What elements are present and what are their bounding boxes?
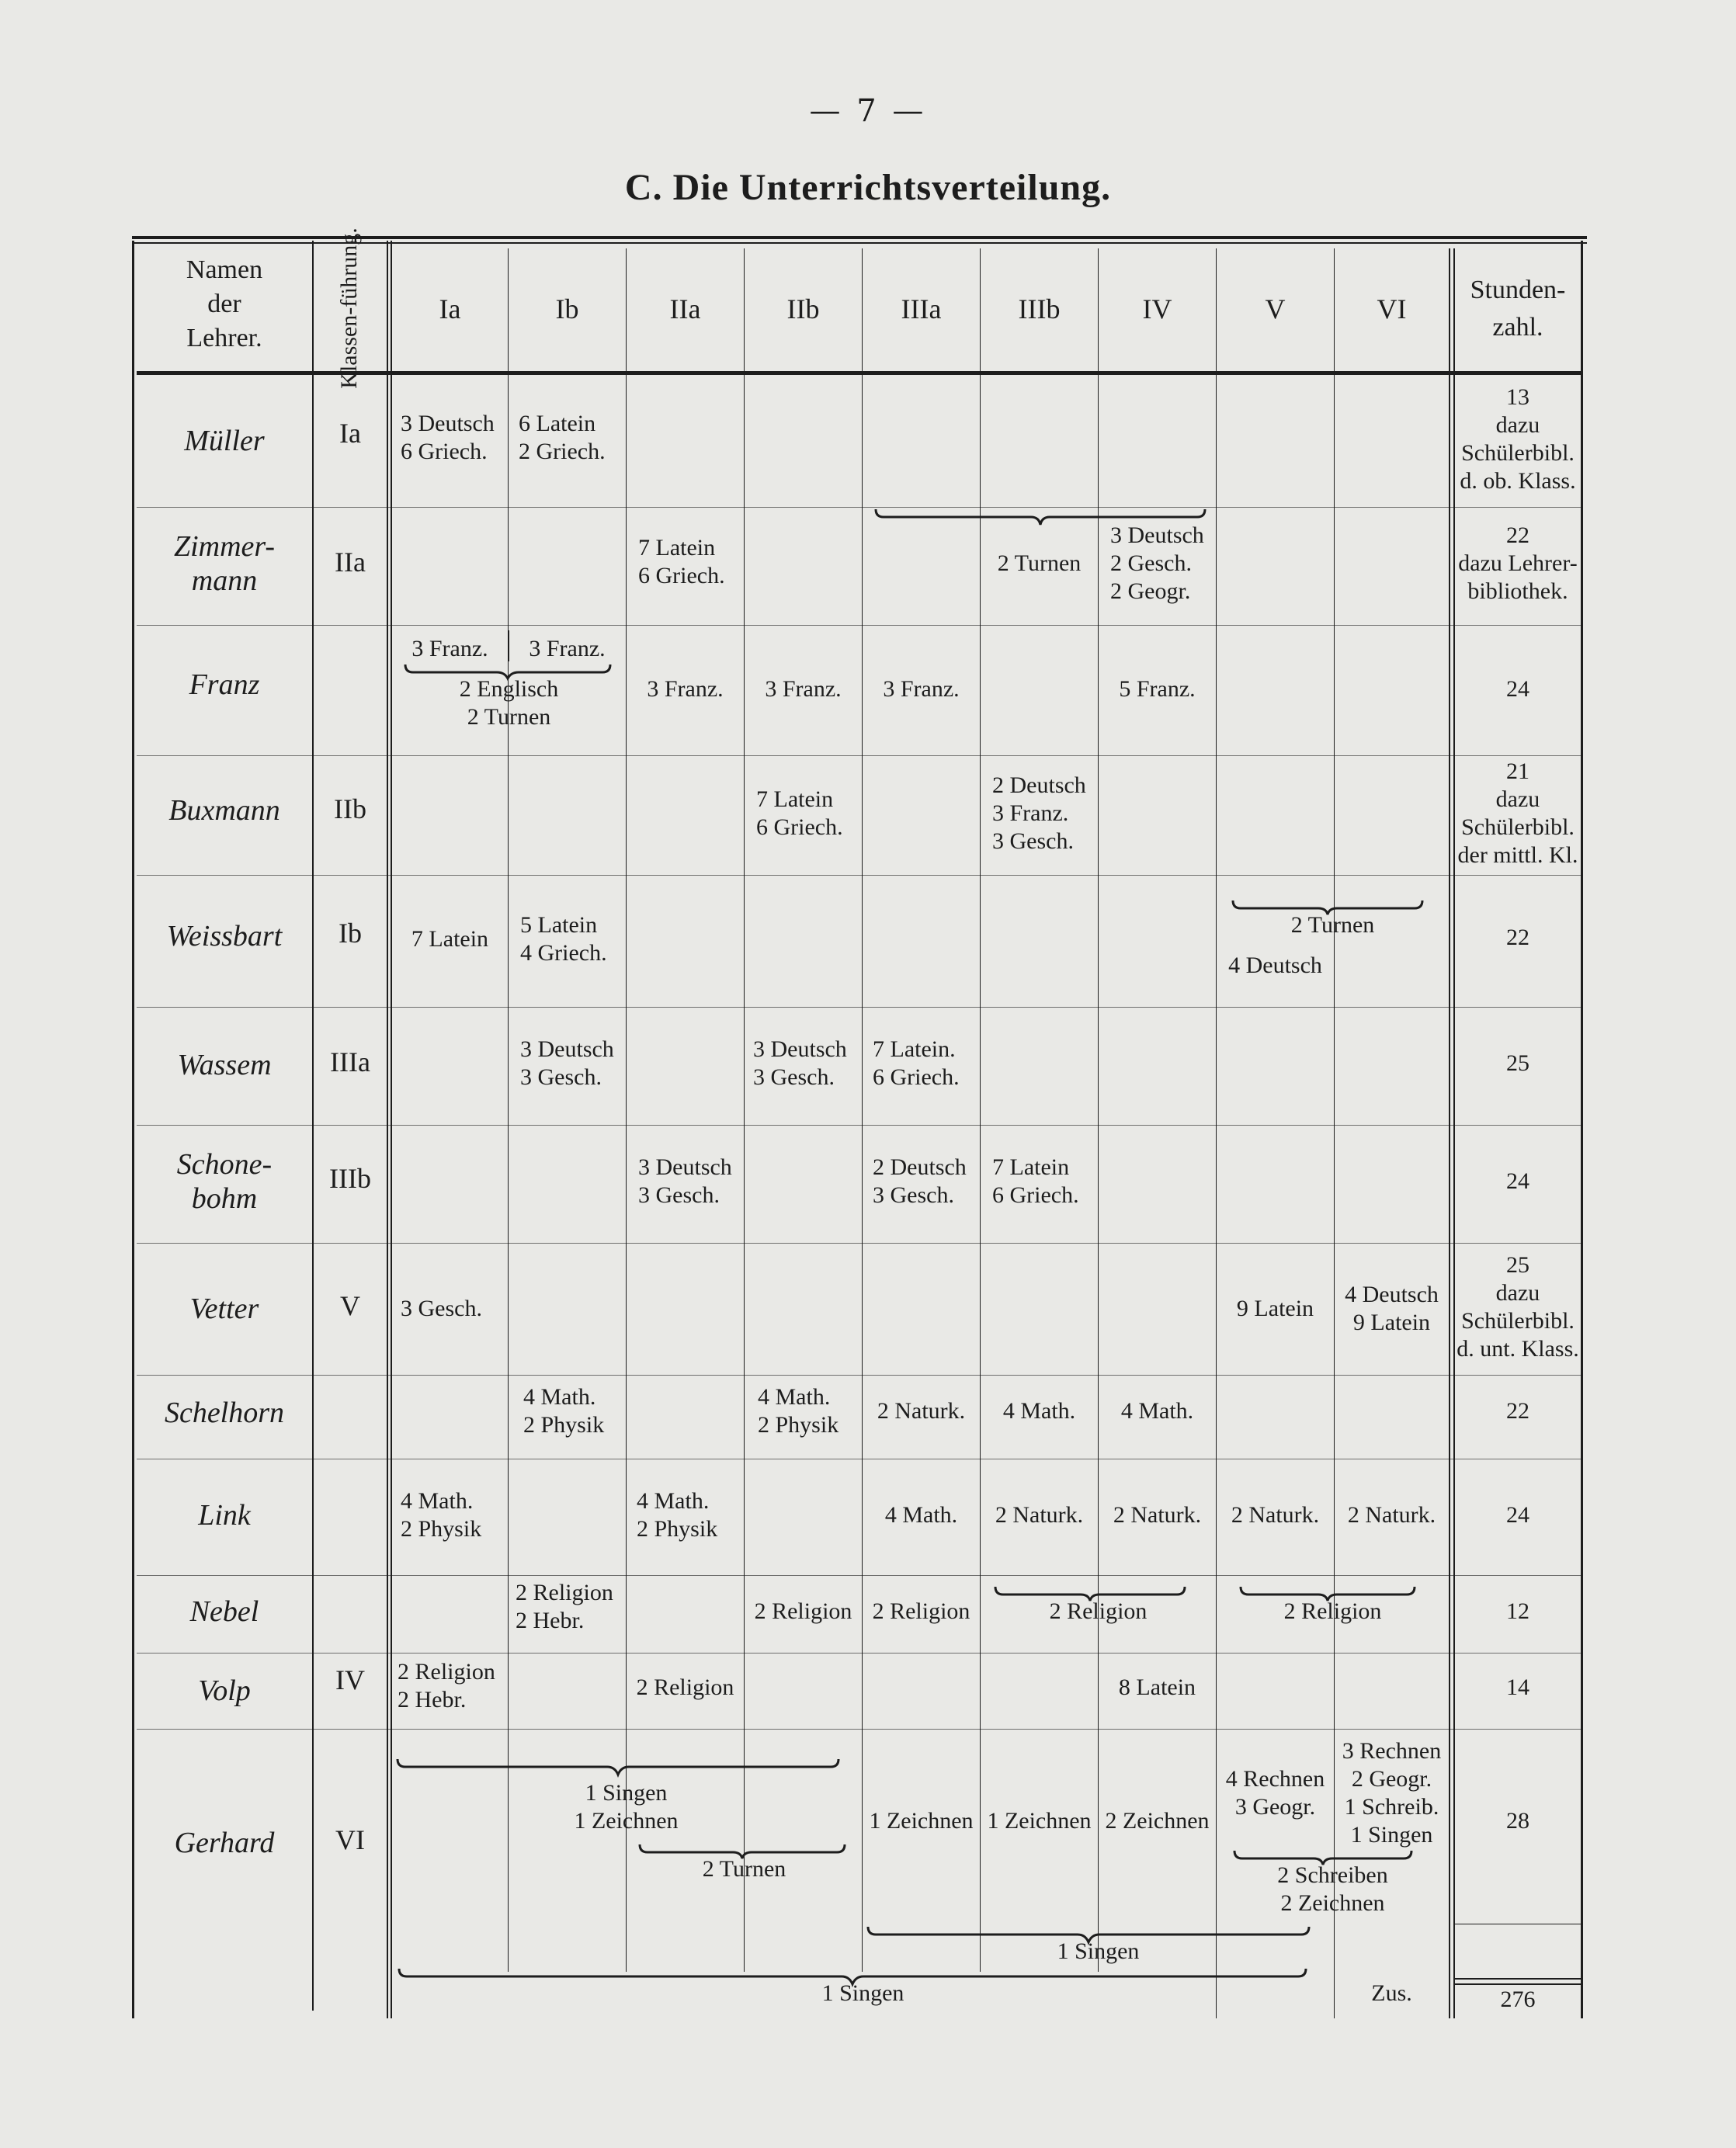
class-leadership: Ib <box>339 918 362 949</box>
class-leadership: Ia <box>339 418 361 449</box>
brace-zimmermann-IIIa-IV <box>876 509 1205 525</box>
cell-VI: 3 Rechnen 2 Geogr. 1 Schreib. 1 Singen <box>1342 1738 1442 1848</box>
header-class-Ia: Ia <box>439 293 461 324</box>
header-class-V: V <box>1265 293 1286 324</box>
teacher-name: Franz <box>189 668 260 701</box>
brace-nebel-IIIb-IV <box>995 1587 1185 1601</box>
hours: 28 <box>1506 1808 1529 1834</box>
cell-Ib: 4 Math. 2 Physik <box>523 1384 605 1438</box>
header-class-IIa: IIa <box>669 293 701 324</box>
cell-IV: 5 Franz. <box>1119 676 1196 702</box>
cell-IV: 2 Naturk. <box>1113 1502 1202 1528</box>
header-class-IIIa: IIIa <box>901 293 942 324</box>
cell-IV: 4 Math. <box>1120 1398 1194 1424</box>
cell-Ib: 5 Latein 4 Griech. <box>520 912 607 966</box>
header-class-VI: VI <box>1377 293 1407 324</box>
cell-IIb: 7 Latein 6 Griech. <box>756 786 843 840</box>
class-leadership: V <box>340 1290 360 1321</box>
cell-Ia-Ib-joint: 2 Englisch 2 Turnen <box>459 676 559 730</box>
cell-Ia: 3 Gesch. <box>401 1296 482 1321</box>
cell-V: 2 Naturk. <box>1231 1502 1320 1528</box>
hours: 24 <box>1506 1502 1529 1528</box>
cell-IIa: 3 Deutsch 3 Gesch. <box>638 1154 732 1208</box>
cell-IIIa: 3 Franz. <box>883 676 960 702</box>
hours: 22 <box>1506 1398 1529 1424</box>
teacher-name: Gerhard <box>174 1827 275 1859</box>
cell-IIIb: 1 Zeichnen <box>987 1808 1092 1834</box>
class-leadership: IIIa <box>330 1046 370 1077</box>
cell-IIIb: 2 Turnen <box>997 550 1082 576</box>
header-stundenzahl: Stunden- zahl. <box>1470 276 1566 342</box>
cell-IV: 2 Zeichnen <box>1105 1808 1210 1834</box>
teacher-name: Müller <box>184 425 265 457</box>
brace-gerhard-Ia-IIb <box>398 1759 838 1775</box>
cell-IIIa: 7 Latein. 6 Griech. <box>873 1036 960 1090</box>
hours: 12 <box>1506 1598 1529 1624</box>
cell-IIa: 7 Latein 6 Griech. <box>638 535 725 588</box>
cell-V: 4 Deutsch <box>1228 953 1322 978</box>
cell-Ia: 4 Math. 2 Physik <box>401 1488 482 1542</box>
hours: 21 dazu Schülerbibl. der mittl. Kl. <box>1457 758 1578 868</box>
cell-IIIb: 2 Deutsch 3 Franz. 3 Gesch. <box>992 772 1086 854</box>
cell-IIb: 2 Religion <box>754 1598 852 1624</box>
teacher-name: Schone- bohm <box>176 1148 273 1215</box>
hours: 24 <box>1506 676 1529 702</box>
cell-V: 4 Rechnen 3 Geogr. <box>1225 1766 1325 1820</box>
cell-Ib: 3 Franz. <box>529 636 606 661</box>
cell-IIIa: 2 Deutsch 3 Gesch. <box>873 1154 967 1208</box>
hours: 25 <box>1506 1050 1529 1076</box>
brace-gerhard-IIIa-V <box>868 1927 1309 1942</box>
cell-IV: 3 Deutsch 2 Gesch. 2 Geogr. <box>1110 522 1204 604</box>
teacher-name: Link <box>198 1499 251 1532</box>
cell-V-VI-joint: 2 Turnen <box>1290 912 1375 938</box>
total-label: Zus. <box>1371 1980 1412 2006</box>
cell-IIIb: 2 Naturk. <box>995 1502 1084 1528</box>
total-hours: 276 <box>1500 1987 1536 2012</box>
teacher-name: Schelhorn <box>164 1397 285 1429</box>
cell-Ib: 6 Latein 2 Griech. <box>519 411 606 464</box>
cell-IIIa: 4 Math. <box>884 1502 958 1528</box>
cell-IIb: 4 Math. 2 Physik <box>758 1384 839 1438</box>
cell-VI: 2 Naturk. <box>1347 1502 1436 1528</box>
cell-IIa: 2 Religion <box>636 1674 734 1700</box>
cell-Ia-IIb-joint: 1 Singen 1 Zeichnen <box>574 1780 679 1834</box>
cell-IIa-IIb-joint: 2 Turnen <box>702 1856 786 1882</box>
hours: 14 <box>1506 1674 1529 1700</box>
page-number: — 7 — <box>809 93 927 129</box>
header-class-IIIb: IIIb <box>1018 293 1061 324</box>
cell-IIb: 3 Deutsch 3 Gesch. <box>753 1036 847 1090</box>
cell-Ia: 3 Deutsch 6 Griech. <box>401 411 495 464</box>
brace-gerhard-IIa-IIb <box>640 1844 845 1858</box>
cell-IIb: 3 Franz. <box>765 676 842 702</box>
page-title: C. Die Unterrichtsverteilung. <box>624 167 1112 208</box>
brace-gerhard-Ia-V <box>399 1969 1306 1984</box>
teacher-name: Nebel <box>189 1595 259 1628</box>
class-leadership: IIa <box>335 547 366 578</box>
header-class-Ib: Ib <box>555 293 579 324</box>
class-leadership: IV <box>335 1664 365 1695</box>
brace-nebel-V-VI <box>1241 1587 1415 1601</box>
cell-IIIa: 2 Religion <box>872 1598 970 1624</box>
cell-IIa: 3 Franz. <box>647 676 724 702</box>
cell-Ib: 2 Religion 2 Hebr. <box>516 1580 613 1633</box>
cell-Ia: 2 Religion 2 Hebr. <box>398 1659 495 1713</box>
brace-franz-Ia-Ib <box>405 665 610 678</box>
header-name-column: Namen der Lehrer. <box>186 255 263 352</box>
header-class-IV: IV <box>1142 293 1172 324</box>
cell-IIIb-IV-joint: 2 Religion <box>1049 1598 1147 1624</box>
cell-IIa: 4 Math. 2 Physik <box>637 1488 718 1542</box>
cell-V-VI-joint: 2 Schreiben 2 Zeichnen <box>1277 1862 1388 1916</box>
cell-Ia-V-joint: 1 Singen <box>821 1980 904 2006</box>
cell-IIIa-V-joint: 1 Singen <box>1057 1938 1140 1964</box>
hours: 25 dazu Schülerbibl. d. unt. Klass. <box>1457 1252 1579 1362</box>
teacher-name: Zimmer- mann <box>173 530 276 597</box>
header-class-IIb: IIb <box>786 293 820 324</box>
cell-IIIa: 1 Zeichnen <box>869 1808 974 1834</box>
teacher-name: Wassem <box>177 1049 272 1081</box>
cell-IIIb: 4 Math. <box>1002 1398 1076 1424</box>
cell-Ia: 3 Franz. <box>411 636 488 661</box>
cell-Ia: 7 Latein <box>411 926 489 952</box>
cell-IIIa: 2 Naturk. <box>877 1398 966 1424</box>
header-klassenfuehrung: Klassen-führung. <box>336 227 362 389</box>
brace-weissbart-V-VI <box>1233 900 1422 914</box>
hours: 22 <box>1506 925 1529 950</box>
cell-V: 9 Latein <box>1236 1296 1314 1321</box>
hours: 22 dazu Lehrer- bibliothek. <box>1458 522 1578 604</box>
hours: 13 dazu Schülerbibl. d. ob. Klass. <box>1460 384 1576 494</box>
hours: 24 <box>1506 1168 1529 1194</box>
teacher-name: Buxmann <box>168 794 280 827</box>
class-leadership: VI <box>335 1824 365 1855</box>
cell-Ib: 3 Deutsch 3 Gesch. <box>520 1036 614 1090</box>
class-leadership: IIb <box>334 793 366 824</box>
teacher-name: Volp <box>198 1674 251 1707</box>
cell-V-VI-joint: 2 Religion <box>1283 1598 1382 1624</box>
class-leadership: IIIb <box>329 1163 371 1194</box>
teacher-name: Vetter <box>189 1293 259 1325</box>
cell-IV: 8 Latein <box>1118 1674 1196 1700</box>
cell-IIIb: 7 Latein 6 Griech. <box>992 1154 1079 1208</box>
brace-gerhard-V-VI <box>1234 1851 1411 1865</box>
teacher-name: Weissbart <box>166 920 283 953</box>
cell-VI: 4 Deutsch 9 Latein <box>1345 1282 1439 1335</box>
